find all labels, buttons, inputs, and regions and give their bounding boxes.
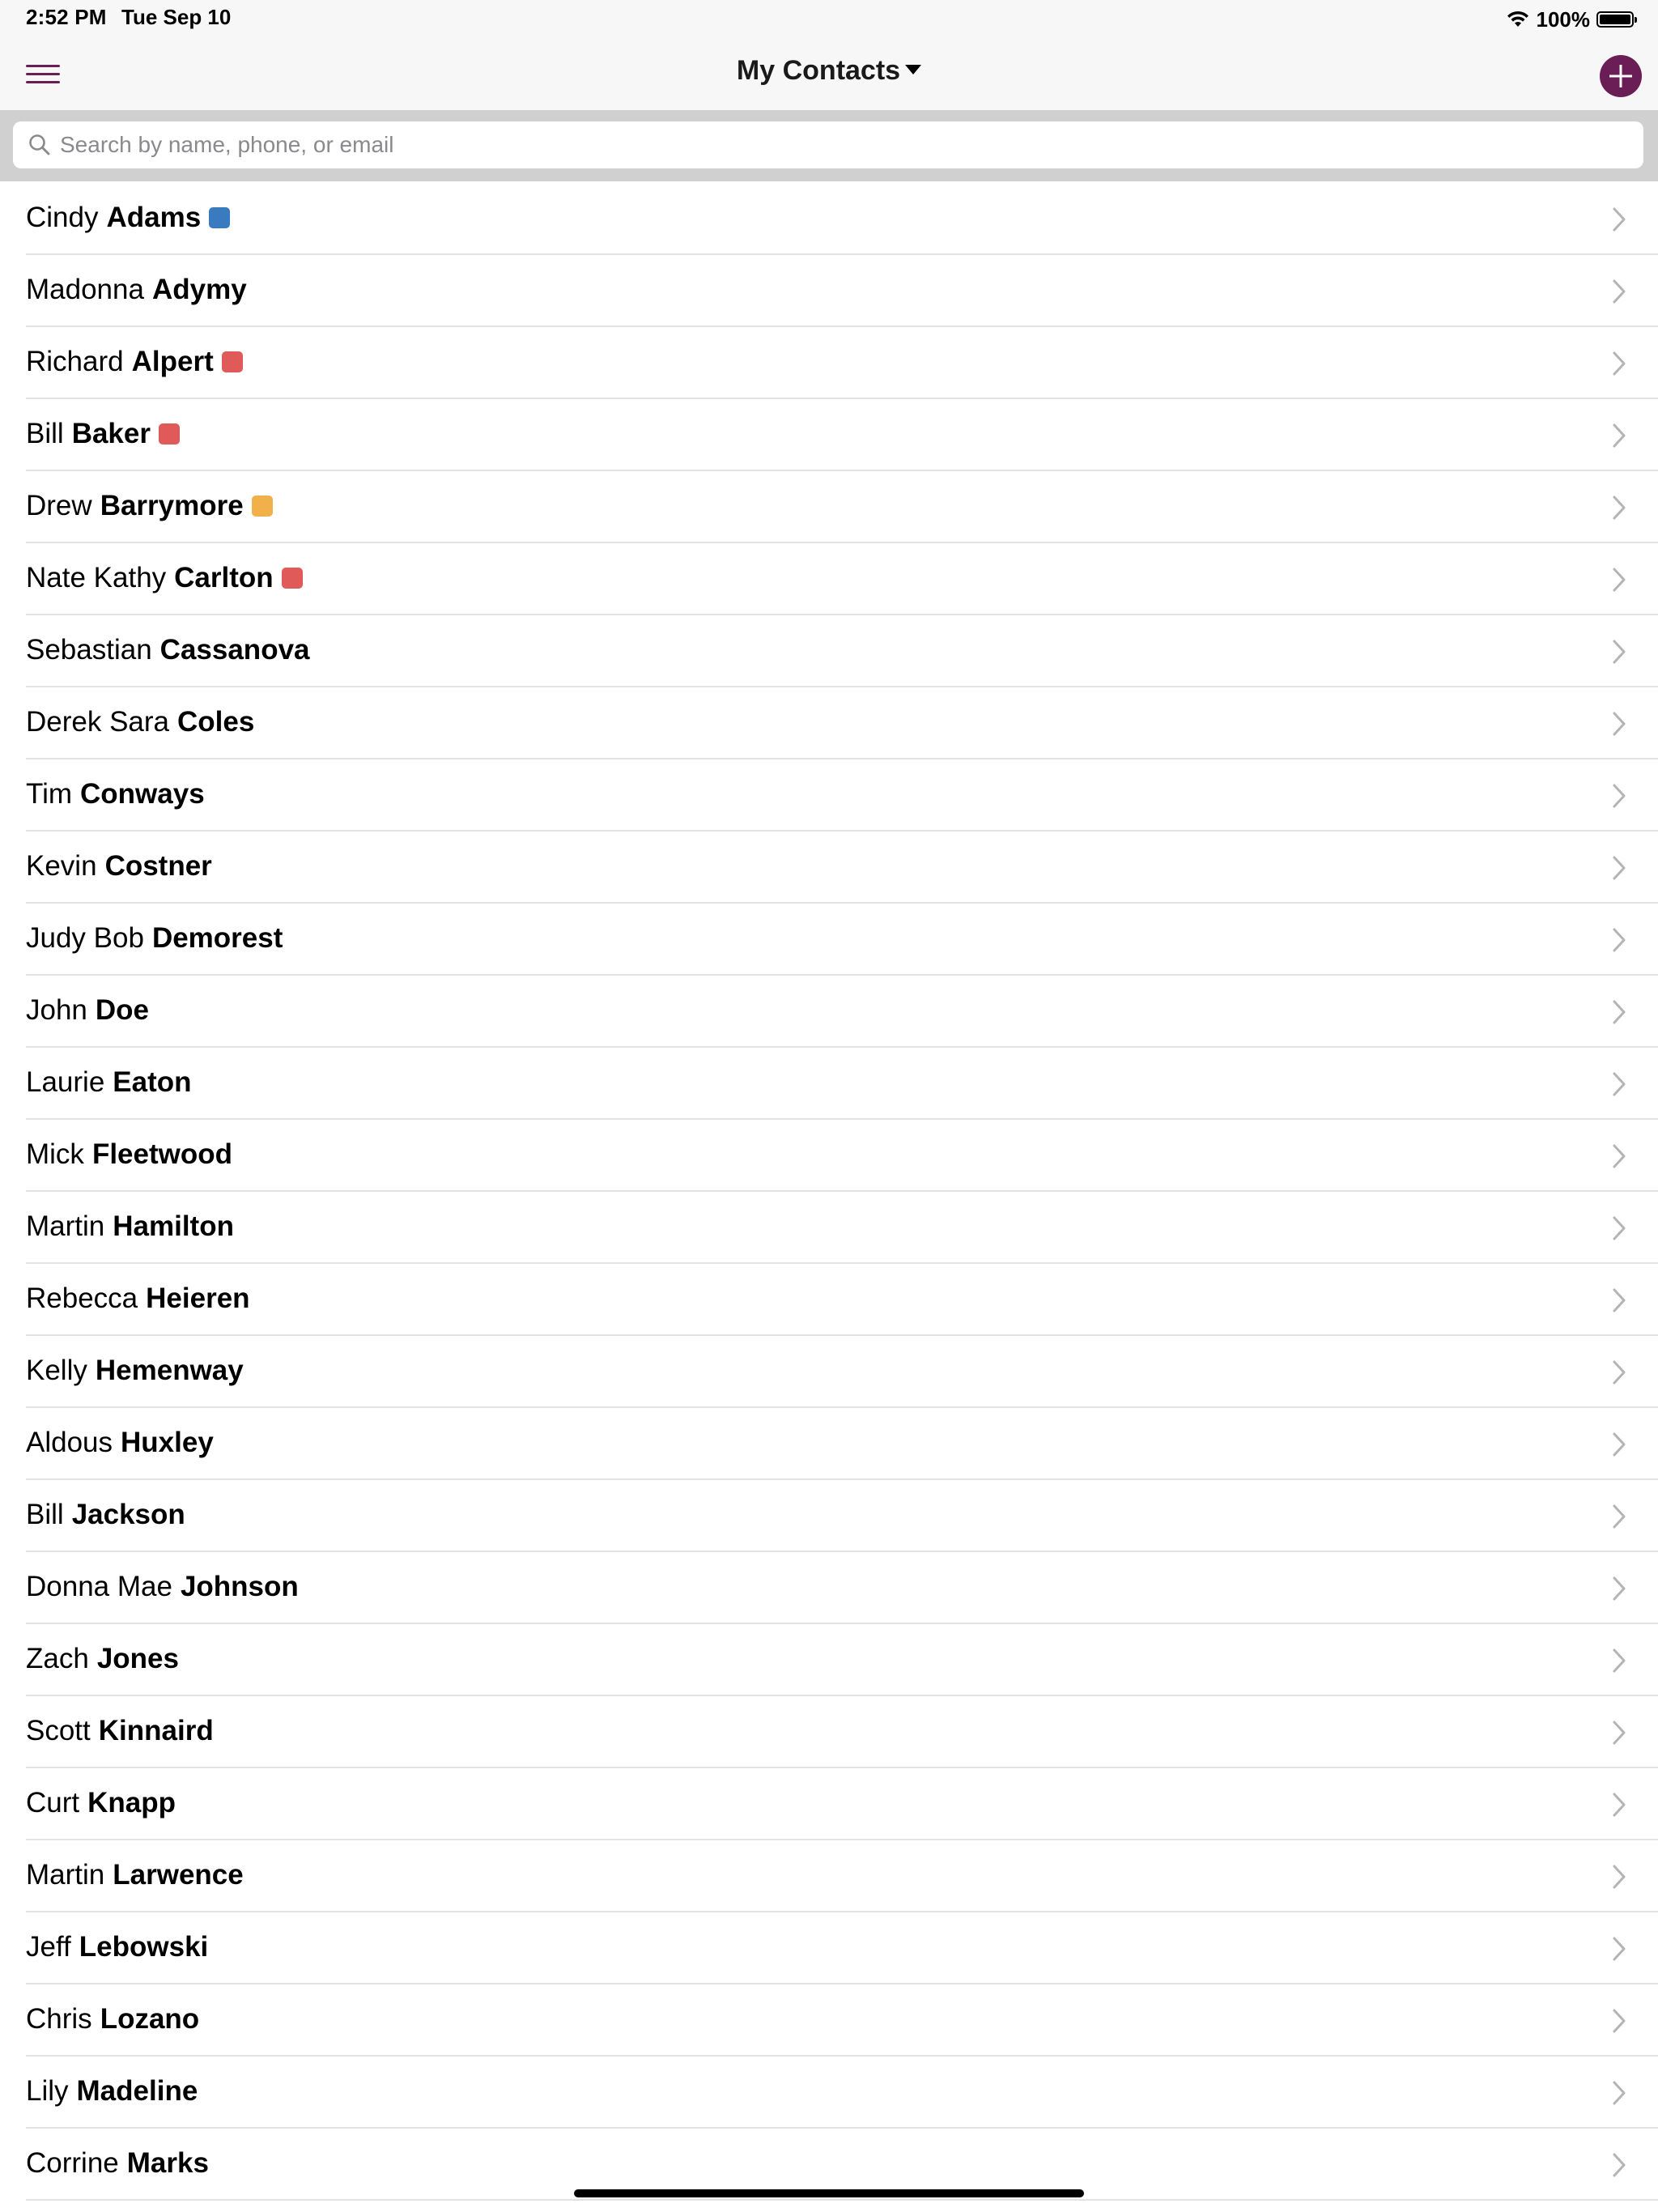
- contact-first-name: Bill: [26, 418, 64, 449]
- contact-row[interactable]: [0, 1192, 1658, 1264]
- contact-first-name: Laurie: [26, 1066, 105, 1098]
- contact-first-name: Scott: [26, 1715, 91, 1746]
- chevron-right-icon: [1611, 1142, 1629, 1170]
- contact-first-name: Derek Sara: [26, 706, 170, 738]
- contact-last-name: Marks: [126, 2147, 209, 2179]
- contact-row[interactable]: [0, 1696, 1658, 1768]
- contact-row[interactable]: [0, 2057, 1658, 2129]
- contact-last-name: Alpert: [131, 346, 214, 377]
- contact-name: [26, 1640, 179, 1678]
- contact-name: [26, 1424, 214, 1461]
- chevron-right-icon: [1611, 638, 1629, 666]
- contact-last-name: Eaton: [113, 1066, 192, 1098]
- chevron-right-icon: [1611, 926, 1629, 954]
- contact-first-name: Sebastian: [26, 634, 152, 666]
- contact-name: [26, 992, 149, 1029]
- page-title: My Contacts: [736, 55, 901, 86]
- contact-row[interactable]: [0, 832, 1658, 904]
- contact-last-name: Costner: [104, 850, 212, 882]
- contact-last-name: Baker: [71, 418, 151, 449]
- chevron-right-icon: [1611, 1431, 1629, 1458]
- contact-row[interactable]: [0, 1984, 1658, 2057]
- chevron-right-icon: [1611, 854, 1629, 882]
- contact-row[interactable]: [0, 1912, 1658, 1984]
- contact-row[interactable]: [0, 1336, 1658, 1408]
- contact-name: [26, 2073, 198, 2110]
- contact-row[interactable]: [0, 471, 1658, 543]
- chevron-right-icon: [1611, 1575, 1629, 1602]
- contact-first-name: Tim: [26, 778, 73, 810]
- contact-name: [26, 1929, 208, 1966]
- contact-first-name: Madonna: [26, 274, 144, 305]
- contact-row[interactable]: [0, 399, 1658, 471]
- contact-name: [26, 1136, 232, 1173]
- contact-name: [26, 1064, 192, 1101]
- contact-last-name: Fleetwood: [91, 1138, 232, 1170]
- battery-level: [1600, 15, 1630, 24]
- contact-first-name: Bill: [26, 1499, 64, 1530]
- chevron-right-icon: [1611, 278, 1629, 305]
- contact-name: [26, 1208, 234, 1245]
- contact-last-name: Knapp: [87, 1787, 176, 1819]
- contact-last-name: Huxley: [121, 1427, 214, 1458]
- contact-first-name: Kevin: [26, 850, 97, 882]
- contact-name: [26, 1280, 250, 1317]
- contact-tag-blue: [209, 207, 230, 228]
- battery-icon: [1596, 11, 1634, 28]
- contact-last-name: Heieren: [146, 1283, 250, 1314]
- status-indicators: [1506, 5, 1635, 34]
- chevron-right-icon: [1611, 1719, 1629, 1746]
- contacts-list-selector[interactable]: [0, 55, 1658, 87]
- contact-first-name: Martin: [26, 1859, 105, 1891]
- chevron-right-icon: [1611, 782, 1629, 810]
- contact-last-name: Lozano: [100, 2003, 200, 2035]
- chevron-right-icon: [1611, 206, 1629, 233]
- contact-row[interactable]: [0, 1624, 1658, 1696]
- contact-last-name: Jackson: [71, 1499, 185, 1530]
- contact-name: [26, 848, 212, 885]
- contact-tag-orange: [252, 496, 273, 517]
- contact-name: [26, 704, 254, 741]
- contact-row[interactable]: [0, 976, 1658, 1048]
- chevron-right-icon: [1611, 710, 1629, 738]
- search-bar-container: [0, 110, 1658, 181]
- contact-last-name: Demorest: [151, 922, 283, 954]
- contact-first-name: Kelly: [26, 1355, 87, 1386]
- contact-last-name: Madeline: [76, 2075, 198, 2107]
- contact-last-name: Hemenway: [95, 1355, 244, 1386]
- search-box[interactable]: [13, 121, 1643, 168]
- chevron-right-icon: [1611, 2007, 1629, 2035]
- contact-name: [26, 920, 283, 957]
- chevron-right-icon: [1611, 422, 1629, 449]
- chevron-right-icon: [1611, 2151, 1629, 2179]
- contact-last-name: Jones: [96, 1643, 179, 1674]
- contact-name: [26, 271, 247, 308]
- contact-row[interactable]: [0, 255, 1658, 327]
- contact-last-name: Cassanova: [159, 634, 310, 666]
- contact-row[interactable]: [0, 1552, 1658, 1624]
- contact-tag-red: [222, 351, 243, 372]
- chevron-right-icon: [1611, 1214, 1629, 1242]
- contact-last-name: Carlton: [174, 562, 274, 593]
- contact-name: [26, 632, 310, 669]
- contact-row[interactable]: [0, 543, 1658, 615]
- contact-name: [26, 1568, 299, 1606]
- contact-name: [26, 1784, 176, 1822]
- contact-name: [26, 1352, 244, 1389]
- contact-name: [26, 559, 303, 597]
- chevron-right-icon: [1611, 1070, 1629, 1098]
- contact-row[interactable]: [0, 327, 1658, 399]
- chevron-right-icon: [1611, 566, 1629, 593]
- chevron-right-icon: [1611, 494, 1629, 521]
- battery-percent: 100%: [1536, 6, 1590, 32]
- contact-tag-red: [282, 568, 303, 589]
- contact-first-name: Chris: [26, 2003, 92, 2035]
- contact-name: [26, 2145, 209, 2182]
- status-bar: [0, 0, 1658, 39]
- contact-name: [26, 343, 243, 381]
- contact-name: [26, 1857, 244, 1894]
- contact-row[interactable]: [0, 1120, 1658, 1192]
- contact-last-name: Adymy: [151, 274, 247, 305]
- contact-first-name: Judy Bob: [26, 922, 144, 954]
- contact-row[interactable]: [0, 615, 1658, 687]
- chevron-right-icon: [1611, 1503, 1629, 1530]
- contact-row[interactable]: [0, 1840, 1658, 1912]
- contact-row[interactable]: [0, 1408, 1658, 1480]
- contact-first-name: Nate Kathy: [26, 562, 167, 593]
- contact-last-name: Kinnaird: [98, 1715, 214, 1746]
- contact-first-name: Corrine: [26, 2147, 119, 2179]
- add-contact-button[interactable]: [1600, 55, 1642, 97]
- contact-first-name: Zach: [26, 1643, 89, 1674]
- contact-last-name: Barrymore: [100, 490, 244, 521]
- contact-name: [26, 1496, 185, 1534]
- contact-first-name: Curt: [26, 1787, 80, 1819]
- contact-row[interactable]: [0, 1480, 1658, 1552]
- contact-name: [26, 1712, 214, 1750]
- chevron-right-icon: [1611, 1863, 1629, 1891]
- contact-first-name: Lily: [26, 2075, 69, 2107]
- chevron-right-icon: [1611, 1287, 1629, 1314]
- contact-last-name: Coles: [177, 706, 255, 738]
- contact-tag-red: [159, 423, 180, 445]
- chevron-right-icon: [1611, 2079, 1629, 2107]
- contact-row[interactable]: [0, 183, 1658, 255]
- chevron-right-icon: [1611, 998, 1629, 1026]
- status-time: 2:52 PM: [26, 5, 107, 29]
- contact-last-name: Doe: [95, 994, 150, 1026]
- home-indicator[interactable]: [574, 2189, 1084, 2197]
- contact-name: [26, 2001, 199, 2038]
- contact-row[interactable]: [0, 1768, 1658, 1840]
- contact-list: [0, 183, 1658, 2201]
- wifi-icon: [1506, 10, 1530, 29]
- chevron-right-icon: [1611, 1647, 1629, 1674]
- contact-row[interactable]: [0, 759, 1658, 832]
- chevron-right-icon: [1611, 1359, 1629, 1386]
- contact-row[interactable]: [0, 1264, 1658, 1336]
- chevron-right-icon: [1611, 1791, 1629, 1819]
- contact-last-name: Johnson: [180, 1571, 299, 1602]
- contact-name: [26, 199, 230, 236]
- contact-name: [26, 776, 205, 813]
- chevron-right-icon: [1611, 350, 1629, 377]
- contact-last-name: Lebowski: [79, 1931, 209, 1963]
- status-date: Tue Sep 10: [121, 5, 232, 29]
- contact-row[interactable]: [0, 904, 1658, 976]
- contact-first-name: Drew: [26, 490, 92, 521]
- contact-first-name: Rebecca: [26, 1283, 138, 1314]
- caret-down-icon: [905, 65, 921, 74]
- contact-first-name: Aldous: [26, 1427, 113, 1458]
- contact-last-name: Hamilton: [113, 1210, 234, 1242]
- contact-first-name: Martin: [26, 1210, 105, 1242]
- contact-last-name: Adams: [106, 202, 202, 233]
- contact-row[interactable]: [0, 687, 1658, 759]
- contact-row[interactable]: [0, 1048, 1658, 1120]
- contact-name: [26, 487, 273, 525]
- contact-first-name: Jeff: [26, 1931, 71, 1963]
- contact-first-name: Cindy: [26, 202, 99, 233]
- search-input[interactable]: [60, 121, 1598, 168]
- contact-first-name: Richard: [26, 346, 124, 377]
- contact-name: [26, 415, 180, 453]
- contact-last-name: Larwence: [113, 1859, 244, 1891]
- contact-first-name: Donna Mae: [26, 1571, 172, 1602]
- chevron-right-icon: [1611, 1935, 1629, 1963]
- navigation-bar: [0, 39, 1658, 110]
- contact-last-name: Conways: [80, 778, 205, 810]
- plus-icon: [1600, 55, 1642, 97]
- contact-first-name: John: [26, 994, 87, 1026]
- contact-first-name: Mick: [26, 1138, 84, 1170]
- search-icon: [28, 133, 52, 157]
